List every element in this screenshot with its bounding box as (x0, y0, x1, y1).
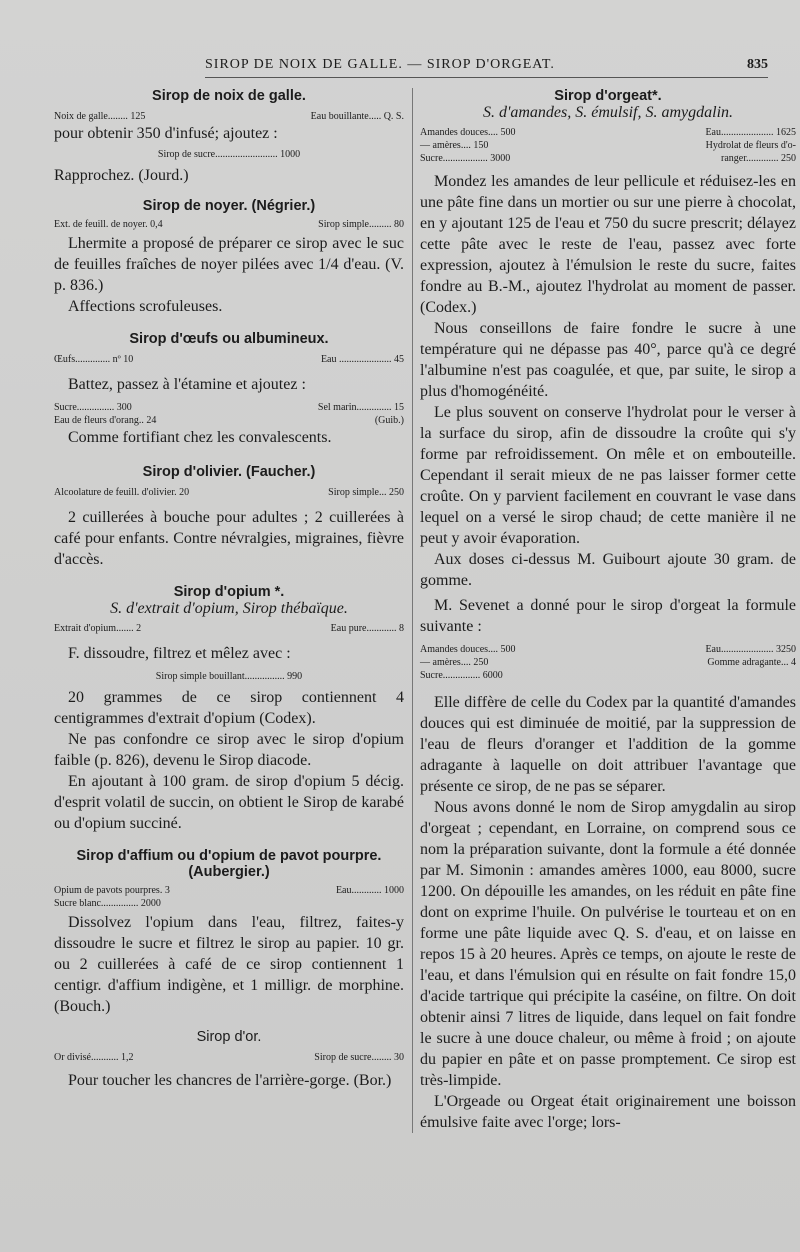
recipe-cell: Gomme adragante... 4 (707, 657, 796, 668)
paragraph: Pour toucher les chancres de l'arrière-gorge. (Bor.) (68, 1072, 392, 1089)
subtitle: S. d'extrait d'opium, Sirop thébaïque. (110, 600, 348, 617)
paragraph: Battez, passez à l'étamine et ajoutez : (68, 376, 306, 393)
recipe-cell: Or divisé........... 1,2 (54, 1052, 134, 1063)
paragraph: Aux doses ci-dessus M. Guibourt ajoute 30 gram. de gomme. (420, 551, 796, 589)
recipe-row (420, 139, 796, 152)
recipe-cell: Eau de fleurs d'orang.. 24 (54, 415, 157, 426)
recipe-row (54, 353, 404, 366)
left-column (54, 88, 404, 1091)
section-heading: Sirop d'or. (196, 1029, 262, 1045)
section-heading: Sirop d'œufs ou albumineux. (129, 331, 329, 347)
recipe-row (420, 656, 796, 669)
section-heading: Sirop de noix de galle. (152, 88, 306, 104)
recipe-row (54, 884, 404, 897)
recipe-cell: Sel marin.............. 15 (317, 402, 404, 413)
paragraph: 2 cuillerées à bouche pour adultes ; 2 cuillerées à café pour enfants. Contre névralgies, migraines, fièvre d'accès. (54, 509, 404, 568)
recipe-cell: — amères.... 250 (420, 657, 489, 668)
paragraph: Ne pas confondre ce sirop avec le sirop d'opium faible (p. 826), devenu le Sirop diacode. (54, 731, 404, 769)
paragraph: L'Orgeade ou Orgeat était originairement une boisson émulsive faite avec l'orge; lors- (420, 1093, 796, 1131)
paragraph: Affections scrofuleuses. (68, 298, 223, 315)
paragraph: M. Sevenet a donné pour le sirop d'orgeat la formule suivante : (420, 597, 796, 635)
paragraph: Dissolvez l'opium dans l'eau, filtrez, faites-y dissoudre le sucre et filtrez le sirop au papier. 10 gr. ou 2 cuillerées à café de ce sirop contiennent 1 centigr. d'affium indigène, et 1 milligr. de morphine. (Bouch.) (54, 914, 404, 1015)
recipe-cell: Amandes douces.... 500 (420, 644, 516, 655)
recipe-cell: Ext. de feuill. de noyer. 0,4 (54, 219, 163, 230)
running-title: SIROP DE NOIX DE GALLE. — SIROP D'ORGEAT. (205, 57, 555, 72)
paragraph: 20 grammes de ce sirop contiennent 4 centigrammes d'extrait d'opium (Codex). (54, 689, 404, 727)
recipe-cell: Œufs.............. nº 10 (54, 354, 134, 365)
recipe-cell: Opium de pavots pourpres. 3 (54, 885, 170, 896)
paragraph: Lhermite a proposé de préparer ce sirop avec le suc de feuilles fraîches de noyer pilées avec 1/4 d'eau. (V. p. 836.) (54, 235, 404, 294)
page-number: 835 (747, 57, 768, 72)
recipe-row (420, 643, 796, 656)
paragraph: Rapprochez. (Jourd.) (54, 167, 189, 184)
recipe-cell: Noix de galle........ 125 (54, 111, 146, 122)
recipe-cell: Sirop de sucre........ 30 (314, 1052, 404, 1063)
recipe-cell: Eau............ 1000 (335, 885, 404, 896)
recipe-row (420, 152, 796, 165)
paragraph: Nous avons donné le nom de Sirop amygdalin au sirop d'orgeat ; cependant, en Lorraine, on comprend sous ce nom la préparation suivante, dont la formule a été donnée par M. Simonin : amandes amères 1000, eau 8000, sucre 1200. On dépouille les amandes, on les réduit en pâte fine dont on exprime l'huile. On pulvérise le tourteau et on en forme une pâte liquide avec Q. S. d'eau, et on laisse en repos 15 à 20 heures. Après ce temps, on ajoute le reste de l'eau, et dans l'émulsion qui en résulte on fait fondre 15,0 d'acide tartrique qui précipite la caséine, on filtre. On doit obtenir ainsi 7 litres de liquide, dans lequel on fait fondre le sucre à une douce chaleur, ou même à froid ; on ajoute du papier en pâte et on passe promptement. Ce sirop est très-limpide. (420, 799, 796, 1089)
recipe-cell: Sucre.................. 3000 (420, 153, 511, 164)
paragraph: Mondez les amandes de leur pellicule et réduisez-les en une pâte fine dans un mortier ou sur une pierre à chocolat, en y ajoutant 125 de l'eau et 750 du sucre prescrit; délayez cette pâte avec le reste de l'eau, passez avec forte expression, ajoutez à l'émulsion le reste du sucre, faites fondre au B.-M., ajoutez l'hydrolat au moment de passer. (Codex.) (420, 173, 796, 316)
recipe-cell: Sirop simple... 250 (328, 487, 404, 498)
recipe-row (54, 1051, 404, 1064)
recipe-row: Sucre blanc............... 2000 (54, 898, 161, 909)
recipe-cell: Extrait d'opium....... 2 (54, 623, 142, 634)
recipe-cell: Hydrolat de fleurs d'o- (705, 140, 796, 151)
recipe-row: Sucre............... 6000 (420, 670, 503, 681)
paragraph: Elle diffère de celle du Codex par la quantité d'amandes douces qui est diminuée de moitié, par la suppression de l'eau de fleurs d'oranger et l'addition de la gomme adragante à laquelle on doit attribuer l'avantage que présente ce sirop, de ne pas se séparer. (420, 694, 796, 795)
recipe-cell: Sucre............... 300 (54, 402, 132, 413)
recipe-row (54, 414, 404, 427)
running-header (205, 55, 768, 78)
paragraph: En ajoutant à 100 gram. de sirop d'opium 5 décig. d'esprit volatil de succin, on obtient le Sirop de karabé ou d'opium succiné. (54, 773, 404, 832)
paragraph: Le plus souvent on conserve l'hydrolat pour le verser à la surface du sirop, afin de dissoudre la croûte qui s'y forme par refroidissement. On mêle et on embouteille. Cependant il serait mieux de ne pas laisser former cette croûte. On y parvient facilement en couvrant le vase dans lequel on a versé le sirop chaud; de cette manière il ne peut y avoir évaporation. (420, 404, 796, 547)
recipe-cell: Eau..................... 3250 (705, 644, 796, 655)
recipe-row (420, 126, 796, 139)
recipe-row: Sirop de sucre......................... 1000 (157, 149, 301, 160)
recipe-cell: Amandes douces.... 500 (420, 127, 516, 138)
section-heading: Sirop d'opium *. (173, 584, 285, 600)
recipe-cell: Eau pure............ 8 (330, 623, 404, 634)
column-divider (412, 88, 413, 1133)
recipe-cell: ranger............. 250 (721, 153, 796, 164)
recipe-cell: — amères.... 150 (420, 140, 489, 151)
paragraph: F. dissoudre, filtrez et mêlez avec : (68, 645, 291, 662)
recipe-row: Sirop simple bouillant................ 990 (155, 671, 303, 682)
subtitle: S. d'amandes, S. émulsif, S. amygdalin. (482, 104, 734, 121)
recipe-row (54, 218, 404, 231)
recipe-cell: (Guib.) (374, 415, 404, 426)
section-heading: Sirop d'olivier. (Faucher.) (142, 464, 316, 480)
right-column (420, 88, 796, 1133)
paragraph: Nous conseillons de faire fondre le sucre à une température qui ne dépasse pas 40°, parce qu'à ce degré l'albumine n'est pas coagulée, et que, par suite, le sirop a plus d'homogénéité. (420, 320, 796, 400)
recipe-row (54, 401, 404, 414)
recipe-cell: Sirop simple......... 80 (318, 219, 404, 230)
section-heading: Sirop d'affium ou d'opium de pavot pourpre. (Aubergier.) (76, 848, 382, 880)
recipe-row (54, 486, 404, 499)
recipe-cell: Eau bouillante..... Q. S. (310, 111, 404, 122)
recipe-cell: Eau..................... 1625 (705, 127, 796, 138)
recipe-cell: Eau ..................... 45 (320, 354, 404, 365)
recipe-row (54, 622, 404, 635)
paragraph: pour obtenir 350 d'infusé; ajoutez : (54, 125, 278, 142)
section-heading: Sirop de noyer. (Négrier.) (142, 198, 316, 214)
recipe-row (54, 110, 404, 123)
paragraph: Comme fortifiant chez les convalescents. (68, 429, 332, 446)
recipe-cell: Alcoolature de feuill. d'olivier. 20 (54, 487, 190, 498)
section-heading: Sirop d'orgeat*. (554, 88, 662, 104)
